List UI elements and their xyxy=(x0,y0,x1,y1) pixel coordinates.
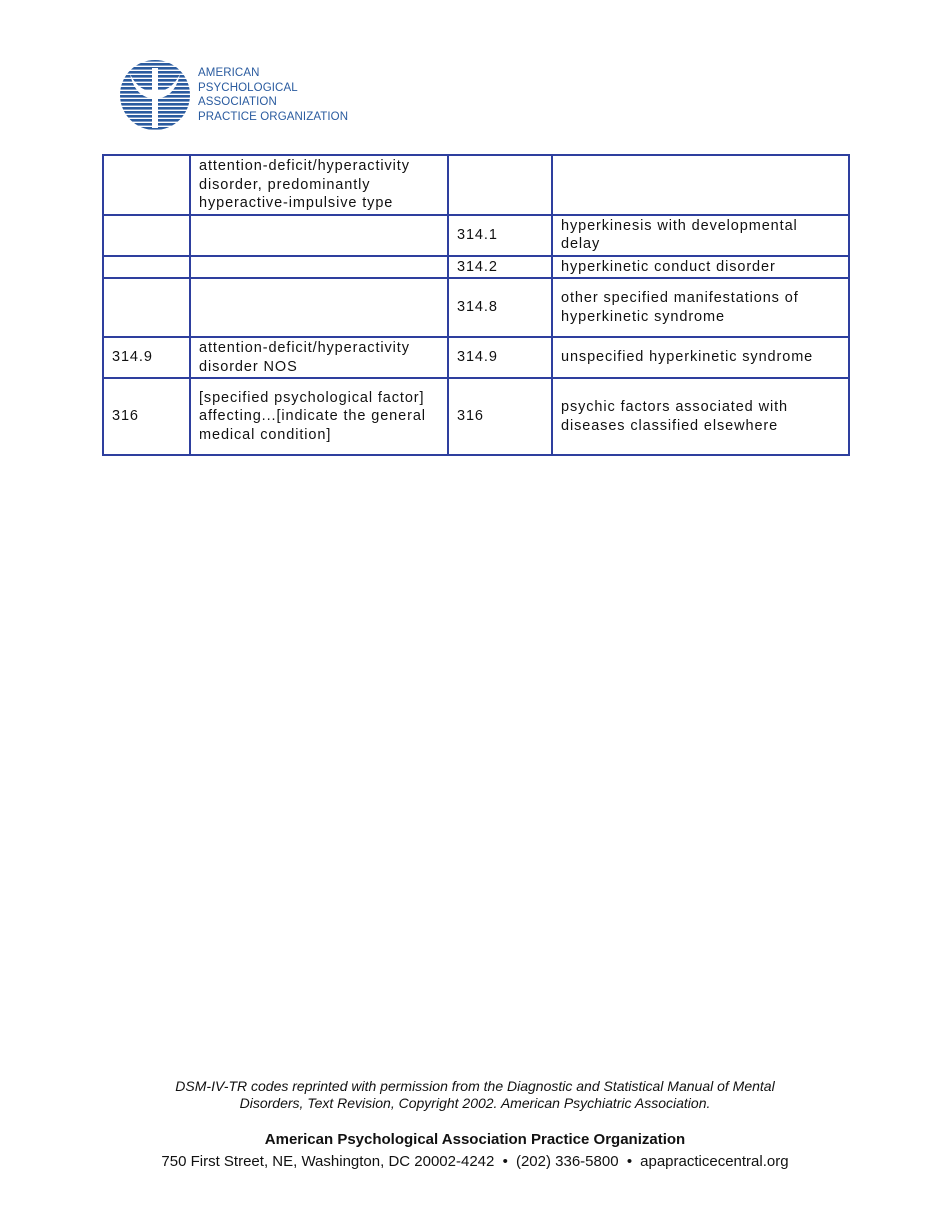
dsm-code-cell: 316 xyxy=(103,378,190,455)
dsm-code-cell xyxy=(103,278,190,337)
logo-line: PRACTICE ORGANIZATION xyxy=(198,110,349,123)
dsm-description-cell: [specified psychological factor] affecting...[indicate the general medical condition] xyxy=(190,378,448,455)
table-row xyxy=(103,378,849,455)
phone-number: (202) 336-5800 xyxy=(515,1153,619,1170)
icd-description-cell: psychic factors associated with diseases classified elsewhere xyxy=(552,378,849,455)
icd-code-cell: 316 xyxy=(448,378,552,455)
icd-description-cell: hyperkinetic conduct disorder xyxy=(552,256,849,279)
dsm-code-cell xyxy=(103,155,190,215)
organization-name: American Psychological Association Practice Organization xyxy=(264,1131,686,1148)
dsm-description-cell xyxy=(190,215,448,256)
contact-line xyxy=(0,1153,950,1170)
dsm-code-cell: 314.9 xyxy=(103,337,190,378)
icd-code-cell: 314.2 xyxy=(448,256,552,279)
table-row xyxy=(103,215,849,256)
street-address: 750 First Street, NE, Washington, DC 20002-4242 xyxy=(161,1153,495,1170)
bullet-separator: • xyxy=(626,1153,632,1170)
dsm-code-cell xyxy=(103,256,190,279)
table-row xyxy=(103,278,849,337)
copyright-note xyxy=(0,1078,950,1111)
logo-wordmark xyxy=(198,66,348,124)
copyright-note-line: DSM-IV-TR codes reprinted with permission from the Diagnostic and Statistical Manual of Mental xyxy=(175,1078,775,1094)
logo-line: ASSOCIATION xyxy=(198,96,277,108)
dsm-description-cell xyxy=(190,256,448,279)
logo-line: PSYCHOLOGICAL xyxy=(198,81,298,94)
icd-code-cell: 314.1 xyxy=(448,215,552,256)
icd-description-cell: hyperkinesis with developmental delay xyxy=(552,215,849,256)
dsm-description-cell xyxy=(190,278,448,337)
apa-practice-logo xyxy=(120,58,350,132)
icd-description-cell: other specified manifestations of hyperkinetic syndrome xyxy=(552,278,849,337)
bullet-separator: • xyxy=(502,1153,508,1170)
icd-code-cell xyxy=(448,155,552,215)
dsm-description-cell: attention-deficit/hyperactivity disorder NOS xyxy=(190,337,448,378)
table-row xyxy=(103,337,849,378)
apa-psi-emblem-icon xyxy=(120,58,192,132)
table-row xyxy=(103,256,849,279)
dsm-description-cell: attention-deficit/hyperactivity disorder, predominantly hyperactive-impulsive type xyxy=(190,155,448,215)
logo-line: AMERICAN xyxy=(198,67,260,79)
icd-code-cell: 314.9 xyxy=(448,337,552,378)
icd-code-cell: 314.8 xyxy=(448,278,552,337)
icd-description-cell xyxy=(552,155,849,215)
icd-description-cell: unspecified hyperkinetic syndrome xyxy=(552,337,849,378)
dsm-code-cell xyxy=(103,215,190,256)
copyright-note-line: Disorders, Text Revision, Copyright 2002. American Psychiatric Association. xyxy=(239,1094,711,1111)
diagnosis-code-table xyxy=(102,154,850,456)
table-row xyxy=(103,155,849,215)
website-link[interactable]: apapracticecentral.org xyxy=(640,1153,789,1170)
